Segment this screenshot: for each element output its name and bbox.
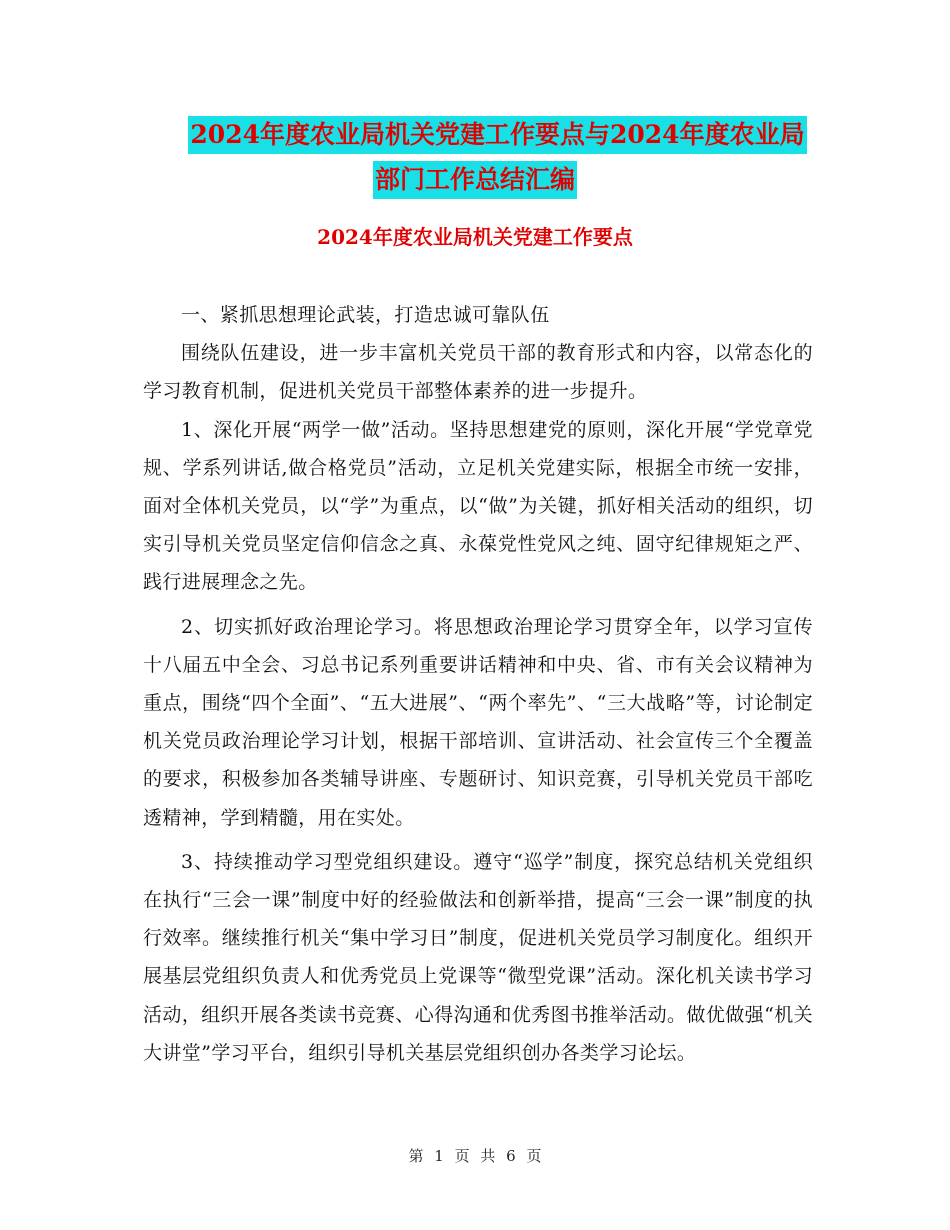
- body-paragraph: 1、深化开展“两学一做”活动。坚持思想建党的原则，深化开展“学党章党规、学系列讲话,做合格党员”活动，立足机关党建实际，根据全市统一安排，面对全体机关党员，以“学”为重点，以“做”为关键，抓好相关活动的组织，切实引导机关党员坚定信仰信念之真、永葆党性党风之纯、固守纪律规矩之严、践行进展理念之先。: [143, 418, 813, 594]
- main-title-line-1: 2024年度农业局机关党建工作要点与2024年度农业局: [188, 116, 806, 154]
- body-paragraph: 围绕队伍建设，进一步丰富机关党员干部的教育形式和内容，以常态化的学习教育机制，促进机关党员干部整体素养的进一步提升。: [143, 342, 813, 403]
- page-footer: 第 1 页 共 6 页: [408, 1147, 542, 1165]
- document-body: [143, 296, 813, 1072]
- section-title: 2024年度农业局机关党建工作要点: [317, 225, 633, 249]
- body-paragraph: 2、切实抓好政治理论学习。将思想政治理论学习贯穿全年，以学习宣传十八届五中全会、习总书记系列重要讲话精神和中央、省、市有关会议精神为重点，围绕“四个全面”、“五大进展”、“两个率先”、“三大战略”等，讨论制定机关党员政治理论学习计划，根据干部培训、宣讲活动、社会宣传三个全覆盖的要求，积极参加各类辅导讲座、专题研讨、知识竞赛，引导机关党员干部吃透精神，学到精髓，用在实处。: [143, 615, 813, 829]
- body-paragraph: 3、持续推动学习型党组织建设。遵守“巡学”制度，探究总结机关党组织在执行“三会一课”制度中好的经验做法和创新举措，提高“三会一课”制度的执行效率。继续推行机关“集中学习日”制度，促进机关党员学习制度化。组织开展基层党组织负责人和优秀党员上党课等“微型党课”活动。深化机关读书学习活动，组织开展各类读书竞赛、心得沟通和优秀图书推举活动。做优做强“机关大讲堂”学习平台，组织引导机关基层党组织创办各类学习论坛。: [143, 850, 813, 1064]
- main-title: [0, 112, 950, 202]
- heading-paragraph: 一、紧抓思想理论武装，打造忠诚可靠队伍: [181, 304, 550, 326]
- main-title-line-2: 部门工作总结汇编: [373, 161, 577, 199]
